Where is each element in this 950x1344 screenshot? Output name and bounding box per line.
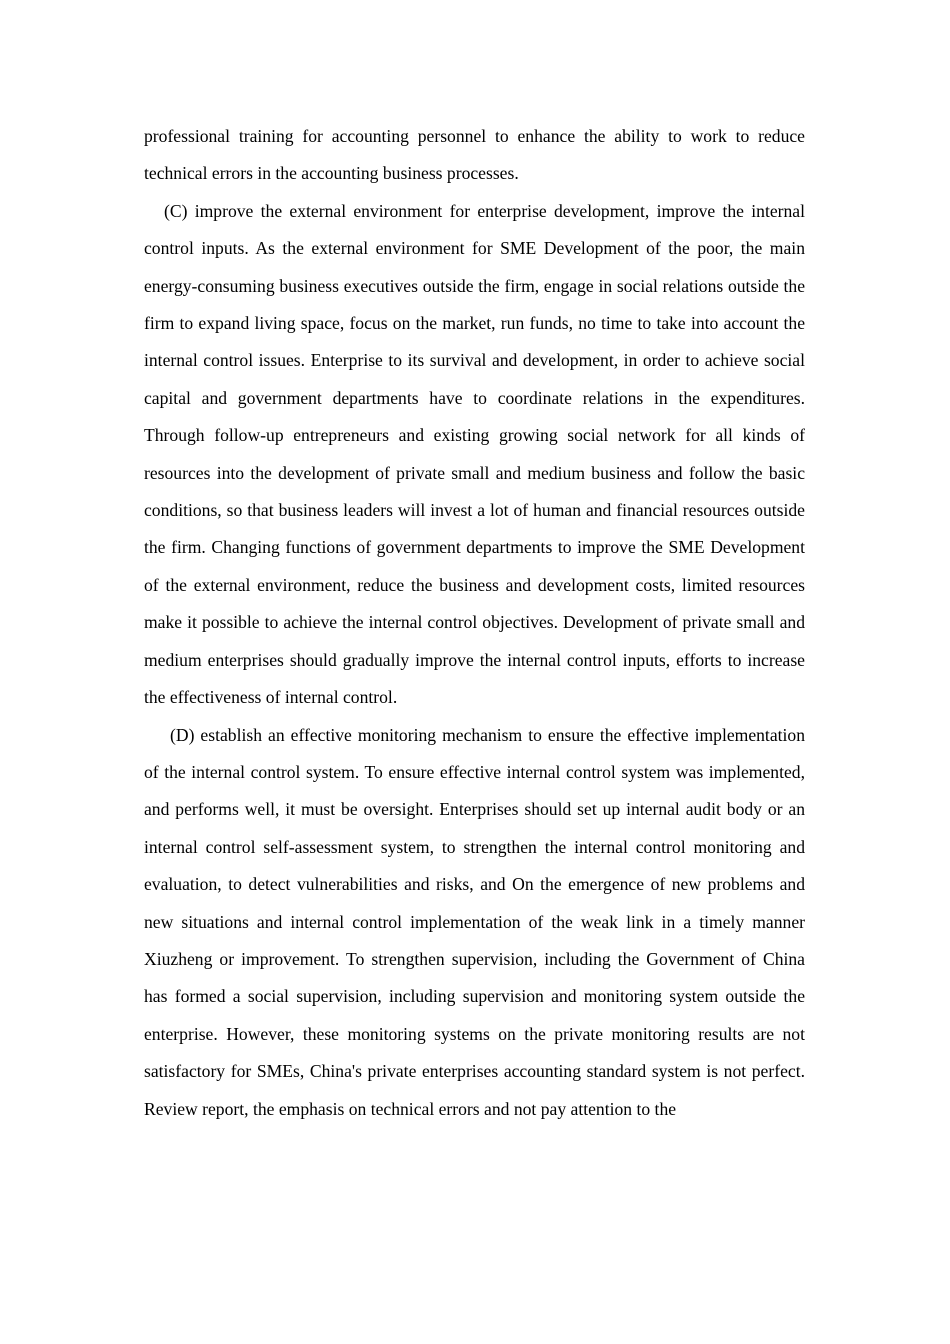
paragraph-section-c: (C) improve the external environment for enterprise development, improve the internal control inputs. As the external environment for SME Development of the poor, the main energy-consuming business executives outside the firm, engage in social relations outside the firm to expand living space, focus on the market, run funds, no time to take into account the internal control issues. Enterprise to its survival and development, in order to achieve social capital and government departments have to coordinate relations in the expenditures. Through follow-up entrepreneurs and existing growing social network for all kinds of resources into the development of private small and medium business and follow the basic conditions, so that business leaders will invest a lot of human and financial resources outside the firm. Changing functions of government departments to improve the SME Development of the external environment, reduce the business and development costs, limited resources make it possible to achieve the internal control objectives. Development of private small and medium enterprises should gradually improve the internal control inputs, efforts to increase the effectiveness of internal control. <box>144 200 805 708</box>
paragraph-continuation: professional training for accounting personnel to enhance the ability to work to reduce technical errors in the accounting business processes. <box>144 126 805 184</box>
body-text <box>144 118 805 1128</box>
paragraph-section-d: (D) establish an effective monitoring mechanism to ensure the effective implementation of the internal control system. To ensure effective internal control system was implemented, and performs well, it must be oversight. Enterprises should set up internal audit body or an internal control self-assessment system, to strengthen the internal control monitoring and evaluation, to detect vulnerabilities and risks, and On the emergence of new problems and new situations and internal control implementation of the weak link in a timely manner Xiuzheng or improvement. To strengthen supervision, including the Government of China has formed a social supervision, including supervision and monitoring system outside the enterprise. However, these monitoring systems on the private monitoring results are not satisfactory for SMEs, China's private enterprises accounting standard system is not perfect. Review report, the emphasis on technical errors and not pay attention to the <box>144 724 805 1119</box>
